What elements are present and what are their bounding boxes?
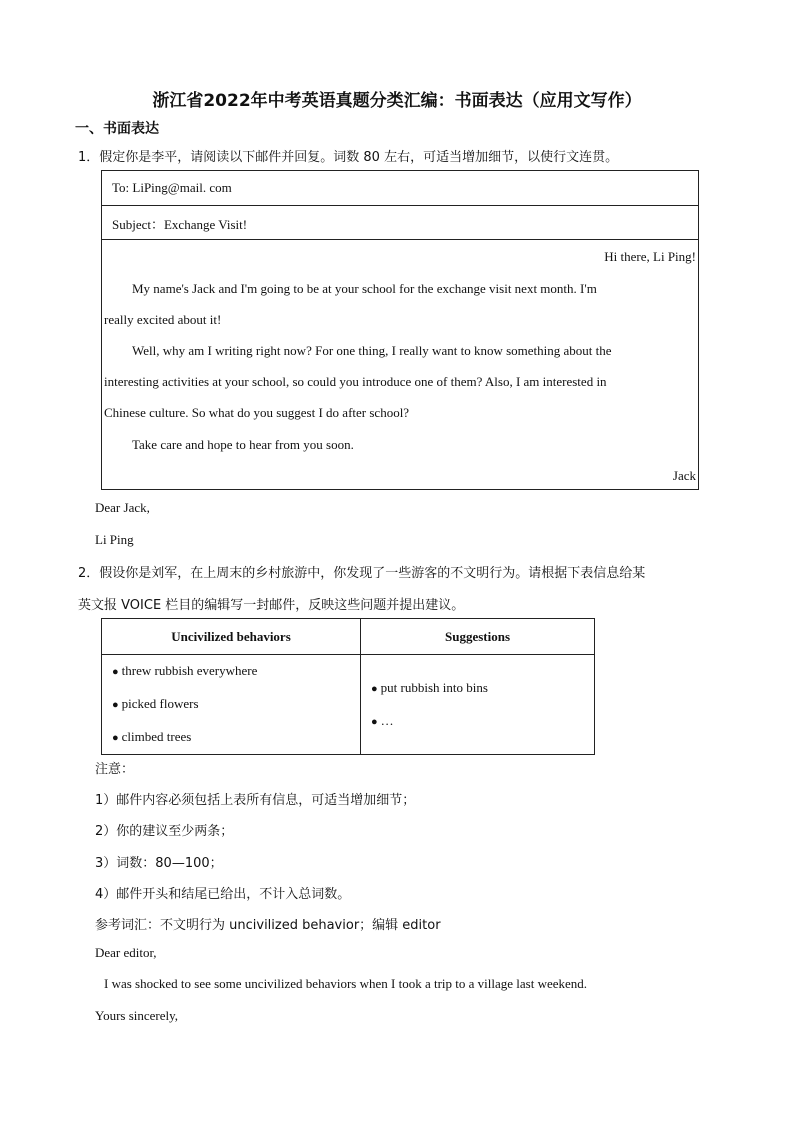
email-line: Well, why am I writing right now? For one thing, I really want to know something about the: [132, 343, 612, 358]
letter-closing: Yours sincerely,: [95, 1008, 179, 1023]
table-header: Suggestions: [361, 619, 595, 655]
email-line: really excited about it!: [104, 312, 222, 327]
question-1-prompt: 1．假定你是李平，请阅读以下邮件并回复。词数 80 左右，可适当增加细节，以使行文连贯。: [78, 150, 619, 165]
email-subject: Subject：Exchange Visit!: [112, 217, 248, 232]
email-line: Take care and hope to hear from you soon.: [132, 437, 354, 452]
behaviors-cell: [102, 655, 361, 755]
bullet-icon: ●: [371, 715, 378, 728]
list-item: ● …: [371, 712, 394, 728]
question-2-prompt-cont: 英文报 VOICE 栏目的编辑写一封邮件，反映这些问题并提出建议。: [78, 598, 465, 613]
section-heading: 一、书面表达: [75, 121, 159, 137]
bullet-icon: ●: [112, 666, 119, 678]
bullet-icon: ●: [112, 732, 119, 744]
email-line: Chinese culture. So what do you suggest I do after school?: [104, 405, 410, 420]
reply-signature: Li Ping: [95, 532, 134, 547]
bullet-icon: ●: [371, 682, 378, 695]
letter-first-line: I was shocked to see some uncivilized behaviors when I took a trip to a village last weekend.: [104, 976, 588, 991]
info-table: [101, 618, 595, 755]
note-item: 4）邮件开头和结尾已给出，不计入总词数。: [95, 887, 351, 902]
email-box: [101, 170, 699, 490]
vocab-hint: 参考词汇：不文明行为 uncivilized behavior；编辑 editor: [95, 918, 441, 933]
letter-greeting: Dear editor,: [95, 945, 157, 960]
note-item: 2）你的建议至少两条；: [95, 824, 234, 839]
email-line: interesting activities at your school, so could you introduce one of them? Also, I am interested in: [104, 374, 607, 389]
note-item: 3）词数：80—100；: [95, 856, 223, 871]
bullet-icon: ●: [112, 699, 119, 711]
email-greeting: Hi there, Li Ping!: [604, 249, 696, 264]
email-subject-row: [102, 205, 698, 240]
list-item: ● threw rubbish everywhere: [112, 663, 258, 678]
reply-greeting: Dear Jack,: [95, 500, 150, 515]
table-header: Uncivilized behaviors: [102, 619, 361, 655]
list-item: ● climbed trees: [112, 729, 192, 744]
note-item: 1）邮件内容必须包括上表所有信息，可适当增加细节；: [95, 793, 416, 808]
notes-title: 注意：: [95, 762, 135, 777]
list-item: ● picked flowers: [112, 696, 199, 711]
email-signature: Jack: [672, 468, 696, 483]
page-title: 浙江省2022年中考英语真题分类汇编：书面表达（应用文写作）: [152, 91, 642, 111]
list-item: ● put rubbish into bins: [371, 679, 488, 695]
email-line: My name's Jack and I'm going to be at your school for the exchange visit next month. I'm: [132, 281, 597, 296]
question-2-prompt: 2．假设你是刘军，在上周末的乡村旅游中，你发现了一些游客的不文明行为。请根据下表信息给某: [78, 566, 646, 581]
suggestions-cell: [361, 655, 595, 755]
email-to-row: [102, 171, 698, 206]
email-to: To: LiPing@mail. com: [112, 180, 232, 195]
